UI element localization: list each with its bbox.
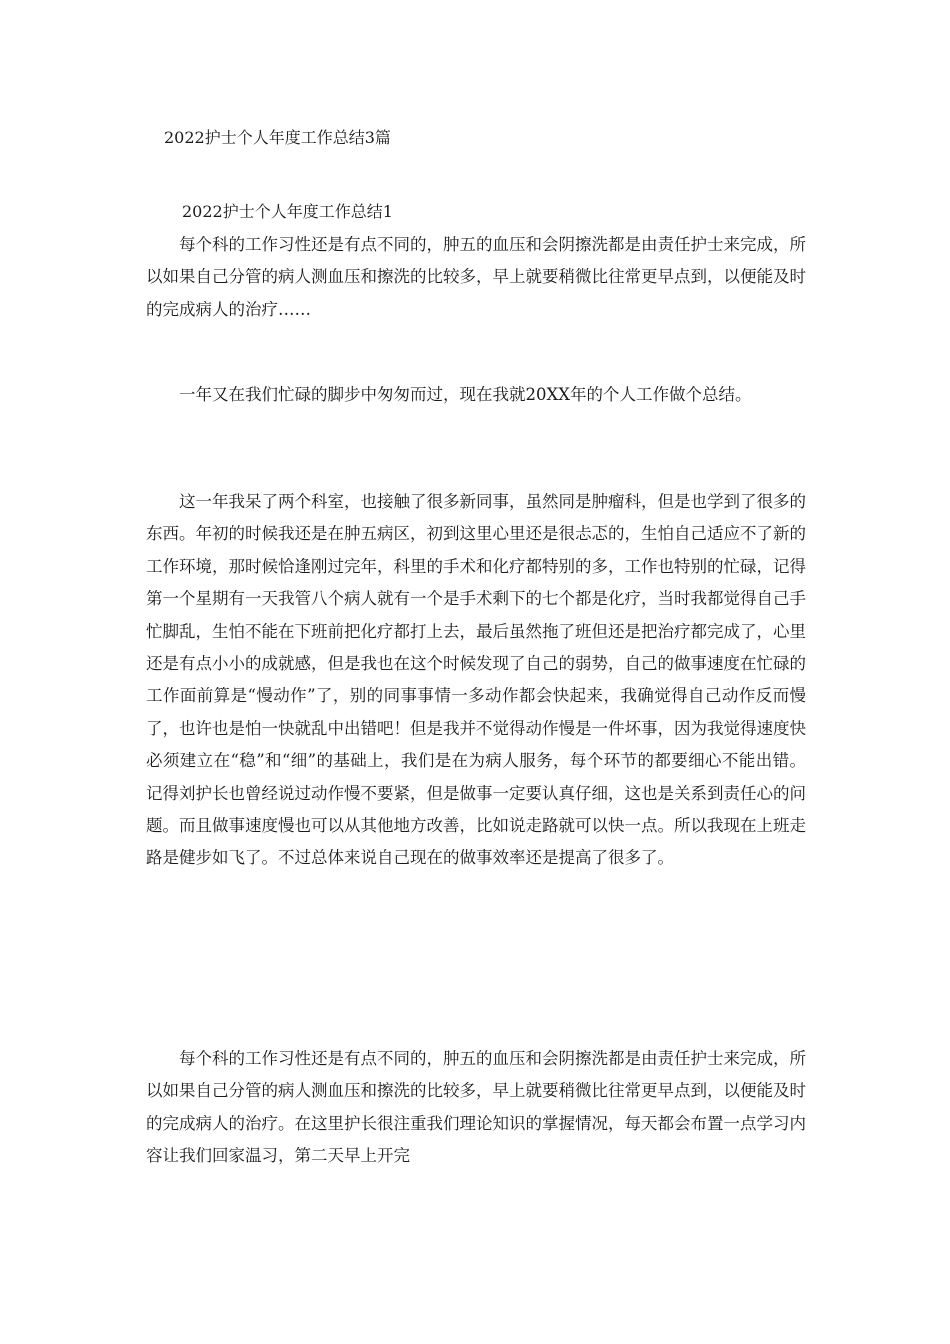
paragraph-4: 每个科的工作习性还是有点不同的，肿五的血压和会阴擦洗都是由责任护士来完成，所以如果自己分管的病人测血压和擦洗的比较多，早上就要稍微比往常更早点到，以便能及时的完成病人的治疗。在这里护长很注重我们理论知识的掌握情况，每天都会布置一点学习内容让我们回家温习，第二天早上开完 [146, 1049, 806, 1166]
paragraph-2: 一年又在我们忙碌的脚步中匆匆而过，现在我就20XX年的个人工作做个总结。 [179, 385, 752, 404]
section-title: 2022护士个人年度工作总结1 [182, 202, 393, 221]
paragraph-1: 每个科的工作习性还是有点不同的，肿五的血压和会阴擦洗都是由责任护士来完成，所以如果自己分管的病人测血压和擦洗的比较多，早上就要稍微比往常更早点到，以便能及时的完成病人的治疗…… [146, 235, 806, 319]
paragraph-3: 这一年我呆了两个科室，也接触了很多新同事，虽然同是肿瘤科，但是也学到了很多的东西。年初的时候我还是在肿五病区，初到这里心里还是很忐忑的，生怕自己适应不了新的工作环境，那时候恰逢刚过完年，科里的手术和化疗都特别的多，工作也特别的忙碌，记得第一个星期有一天我管八个病人就有一个是手术剩下的七个都是化疗，当时我都觉得自己手忙脚乱，生怕不能在下班前把化疗都打上去，最后虽然拖了班但还是把治疗都完成了，心里还是有点小小的成就感，但是我也在这个时候发现了自己的弱势，自己的做事速度在忙碌的工作面前算是“慢动作”了，别的同事事情一多动作都会快起来，我确觉得自己动作反而慢了，也许也是怕一快就乱中出错吧！但是我并不觉得动作慢是一件坏事，因为我觉得速度快必须建立在“稳”和“细”的基础上，我们是在为病人服务，每个环节的都要细心不能出错。记得刘护长也曾经说过动作慢不要紧，但是做事一定要认真仔细，这也是关系到责任心的问题。而且做事速度慢也可以从其他地方改善，比如说走路就可以快一点。所以我现在上班走路是健步如飞了。不过总体来说自己现在的做事效率还是提高了很多了。 [146, 492, 806, 868]
document-title: 2022护士个人年度工作总结3篇 [164, 128, 391, 147]
